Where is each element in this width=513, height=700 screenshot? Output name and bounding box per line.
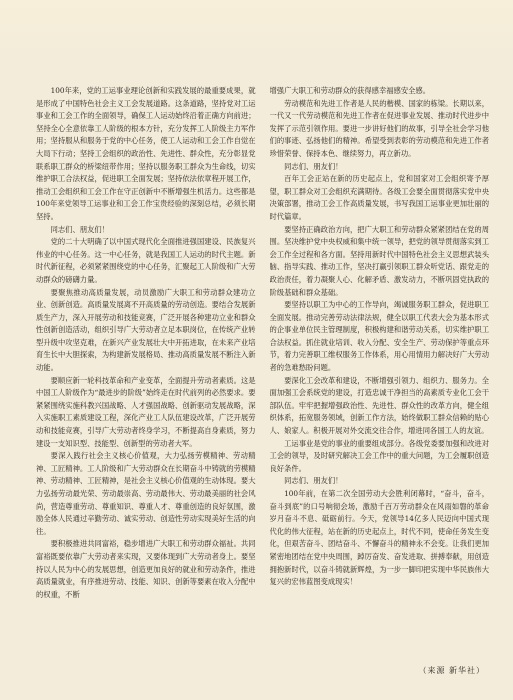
paragraph: 要坚持以职工为中心的工作导向，竭诚服务职工群众，促进职工全面发展。推动完善劳动法律法规，健全以职工代表大会为基本形式的企事业单位民主管理制度，积极构建和谐劳动关系，切实维护职工合法权益。抓住就业培训、收入分配、安全生产、劳动保护等重点环节，着力完善职工维权服务工作体系，用心用情用力解决好广大劳动者的急难愁盼问题。 <box>269 300 489 373</box>
source-credit: （来源 新华社） <box>418 666 485 675</box>
decorative-header-band <box>0 0 513 60</box>
paragraph: 要积极推进共同富裕，稳步增进广大职工和劳动群众福祉。共同富裕既要依靠广大劳动者来实现，又要体现到广大劳动者身上。要坚持以人民为中心的发展思想，创造更加良好的就业和劳动条件，推进高质量就业，有序推进劳动、技能、知识、创新等要素在收入分配中的权重，不断 <box>36 539 256 599</box>
paragraph: 要聚焦推动高质量发展，动员激励广大职工和劳动群众建功立业、创新创造。高质量发展离不开高质量的劳动创造。要结合发展新质生产力，深入开展劳动和技能竞赛，广泛开展各种建功立业和群众性创新创造活动，组织引导广大劳动者立足本职岗位，在传统产业转型升级中攻坚克难，在新兴产业发展壮大中开拓进取，在未来产业培育生长中大胆探索，为构建新发展格局、推动高质量发展不断注入新动能。 <box>36 287 256 373</box>
paragraph: 百年工会正站在新的历史起点上，党和国家对工会组织寄予厚望，职工群众对工会组织充满期待。各级工会要全面贯彻落实党中央决策部署，推动工会工作高质量发展，书写我国工运事业更加壮丽的时代篇章。 <box>269 174 489 221</box>
paragraph: 同志们、朋友们！ <box>284 161 343 171</box>
paragraph: 同志们、朋友们！ <box>284 476 343 486</box>
paragraph-continued: 增强广大职工和劳动群众的获得感幸福感安全感。 <box>269 86 431 95</box>
paragraph: 党的二十大明确了以中国式现代化全面推进强国建设、民族复兴伟业的中心任务。这一中心任务，就是我国工人运动的时代主题。新时代新征程，必须紧紧围绕党的中心任务，汇聚起工人阶级和广大劳动群众的磅礴力量。 <box>36 237 256 284</box>
article-body <box>36 85 489 678</box>
left-column <box>36 85 256 678</box>
right-column <box>270 85 490 678</box>
paragraph: 同志们、朋友们！ <box>50 224 109 234</box>
paragraph: 劳动模范和先进工作者是人民的楷模、国家的栋梁。长期以来，一代又一代劳动模范和先进工作者在促进事业发展、推动时代进步中发挥了示范引领作用。要进一步讲好他们的故事，引导全社会学习他们的事迹、弘扬他们的精神。希望受到表彰的劳动模范和先进工作者珍惜荣誉、保持本色、继续努力，再立新功。 <box>269 98 489 158</box>
paragraph: 100年前，在第二次全国劳动大会胜利闭幕时，“奋斗，奋斗，奋斗到底”的口号响彻会场，激励千百万劳动群众在风雨如磐的革命岁月奋斗不息、砥砺前行。今天，党领导14亿多人民迈向中国式现代化的伟大征程，站在新的历史起点上，时代不同，使命任务发生变化，但艰苦奋斗、团结奋斗、不懈奋斗的精神永不会变。让我们更加紧密地团结在党中央周围，踔厉奋发、奋发进取、拼搏奉献，用创造拥抱新时代，以奋斗铸就新辉煌，为一步一脚印把实现中华民族伟大复兴的宏伟蓝图变成现实！ <box>269 489 489 587</box>
paragraph: 要深化工会改革和建设，不断增强引领力、组织力、服务力。全面加强工会系统党的建设，打造忠诚干净担当的高素质专业化工会干部队伍。牢牢把握增强政治性、先进性、群众性的改革方向，健全组织体系，拓宽服务领域，创新工作方法，始终做职工群众信赖的贴心人、娘家人。积极开展对外交流交往合作，增进同各国工人的友谊。 <box>269 375 489 436</box>
paragraph: 100年来，党的工运事业理论创新和实践发展的最重要成果，就是形成了中国特色社会主义工会发展道路。这条道路，坚持党对工运事业和工会工作的全面领导，确保工人运动始终沿着正确方向前进；坚持全心全意依靠工人阶级的根本方针，充分发挥工人阶级主力军作用；坚持服从和服务于党的中心任务，使工人运动和工会工作自觉在大局下行动；坚持工会组织的政治性、先进性、群众性，充分彰显党联系职工群众的桥梁纽带作用；坚持以服务职工群众为生命线，切实维护职工合法权益，促进职工全面发展；坚持依法依章程开展工作，推动工会组织和工会工作在守正创新中不断增强生机活力。这些都是100年来党领导工运事业和工会工作宝贵经验的深刻总结，必须长期坚持。 <box>36 86 256 221</box>
paragraph: 要深入践行社会主义核心价值观，大力弘扬劳模精神、劳动精神、工匠精神。工人阶级和广大劳动群众在长期奋斗中铸就的劳模精神、劳动精神、工匠精神，是社会主义核心价值观的生动体现。要大力弘扬劳动最光荣、劳动最崇高、劳动最伟大、劳动最美丽的社会风尚，营造尊重劳动、尊重知识、尊重人才、尊重创造的良好氛围，激励全体人民通过辛勤劳动、诚实劳动、创造性劳动实现美好生活的向往。 <box>36 451 256 536</box>
paragraph: 工运事业是党的事业的重要组成部分。各级党委要加强和改进对工会的领导，及时研究解决工会工作中的重大问题，为工会履职创造良好条件。 <box>269 438 489 473</box>
paragraph: 要顺应新一轮科技革命和产业变革，全面提升劳动者素质。这是中国工人阶级作为“最进步的阶级”始终走在时代前列的必然要求。要紧紧围绕实施科教兴国战略、人才强国战略、创新驱动发展战略，深入实施职工素质建设工程，深化产业工人队伍建设改革，广泛开展劳动和技能竞赛，引导广大劳动者终身学习，不断提高自身素质，努力建设一支知识型、技能型、创新型的劳动者大军。 <box>36 375 256 448</box>
paragraph: 要坚持正确政治方向，把广大职工和劳动群众紧紧团结在党的周围。坚决维护党中央权威和集中统一领导，把党的领导贯彻落实到工会工作全过程和各方面。坚持用新时代中国特色社会主义思想武装头脑、指导实践、推动工作，坚决打赢引领职工群众听党话、跟党走的政治责任，着力凝聚人心、化解矛盾、激发动力，不断巩固党执政的阶级基础和群众基础。 <box>269 224 489 297</box>
